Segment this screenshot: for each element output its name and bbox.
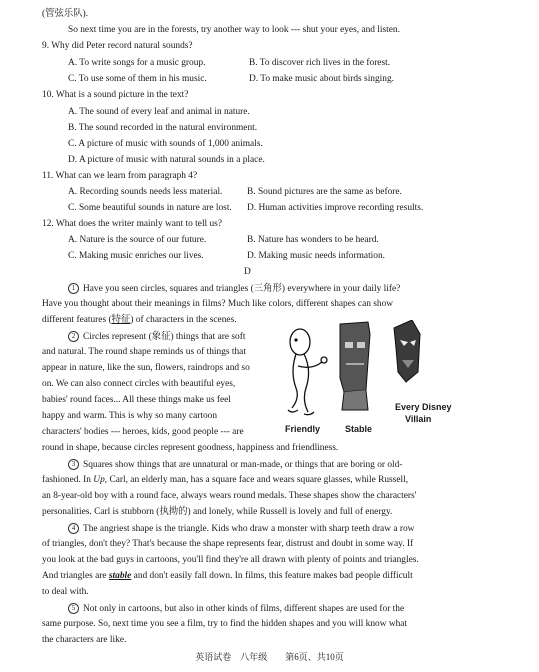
paragraph-1-line-3: different features (特征) of characters in the scenes. bbox=[42, 315, 237, 325]
paragraph-number: 3 bbox=[68, 459, 79, 470]
paragraph-5-line-2: same purpose. So, next time you see a film, try to find the hidden shapes and you will know what bbox=[42, 619, 408, 629]
paragraph-number: 2 bbox=[68, 331, 79, 342]
friendly-label: Friendly bbox=[285, 424, 321, 434]
paragraph-3-line-2: fashioned. In Up, Carl, an elderly man, has a square face and wears square glasses, while Russell, bbox=[42, 475, 409, 485]
paragraph-2-line-8: round in shape, because circles represent goodness, happiness and friendliness. bbox=[42, 443, 339, 453]
paragraph-2-line-1: 2 Circles represent (象征) things that are soft bbox=[68, 331, 245, 343]
question-9-stem: 9. Why did Peter record natural sounds? bbox=[42, 41, 193, 51]
paragraph-4-line-2: of triangles, don't they? That's because the shape represents fear, distrust and doubt in some way. If bbox=[42, 539, 414, 549]
q12-option-c: C. Making music enriches our lives. bbox=[68, 251, 204, 261]
paragraph-4-line-5: to deal with. bbox=[42, 587, 89, 597]
q10-option-a: A. The sound of every leaf and animal in nature. bbox=[68, 107, 250, 117]
paragraph-4-line-1: 4 The angriest shape is the triangle. Kids who draw a monster with sharp teeth draw a row bbox=[68, 523, 414, 535]
q10-option-d: D. A picture of music with natural sounds in a place. bbox=[68, 155, 265, 165]
q9-option-c: C. To use some of them in his music. bbox=[68, 74, 207, 84]
q10-option-c: C. A picture of music with sounds of 1,000 animals. bbox=[68, 139, 263, 149]
shape-characters-figure bbox=[282, 320, 462, 435]
q11-option-a: A. Recording sounds needs less material. bbox=[68, 187, 223, 197]
paragraph-number: 5 bbox=[68, 603, 79, 614]
q9-option-b: B. To discover rich lives in the forest. bbox=[249, 58, 391, 68]
question-10-stem: 10. What is a sound picture in the text? bbox=[42, 90, 189, 100]
q11-option-b: B. Sound pictures are the same as before. bbox=[247, 187, 402, 197]
section-label: D bbox=[244, 267, 251, 277]
paragraph-2-line-6: happy and warm. This is why so many cartoon bbox=[42, 411, 218, 421]
paragraph-2-line-2: and natural. The round shape reminds us of things that bbox=[42, 347, 246, 357]
q10-option-b: B. The sound recorded in the natural environment. bbox=[68, 123, 258, 133]
top-line-2: So next time you are in the forests, try another way to look --- shut your eyes, and listen. bbox=[68, 25, 400, 35]
stable-label: Stable bbox=[345, 424, 373, 434]
paragraph-5-line-1: 5 Not only in cartoons, but also in other kinds of films, different shapes are used for the bbox=[68, 603, 404, 615]
paragraph-3-line-4: personalities. Carl is stubborn (执拗的) and lonely, while Russell is lovely and full of energy. bbox=[42, 507, 393, 517]
villain-label-line-1: Every Disney bbox=[395, 402, 452, 412]
q12-option-a: A. Nature is the source of our future. bbox=[68, 235, 207, 245]
paragraph-2-line-5: babies' round faces... All these things make us feel bbox=[42, 395, 231, 405]
paragraph-number: 4 bbox=[68, 523, 79, 534]
villain-label-line-2: Villain bbox=[405, 414, 432, 424]
q9-option-a: A. To write songs for a music group. bbox=[68, 58, 206, 68]
paragraph-5-line-3: the characters are like. bbox=[42, 635, 127, 645]
villain-character-illustration bbox=[394, 320, 420, 382]
paragraph-2-line-3: appear in nature, like the sun, flowers, raindrops and so bbox=[42, 363, 250, 373]
paragraph-2-line-4: on. We can also connect circles with beautiful eyes, bbox=[42, 379, 236, 389]
question-12-stem: 12. What does the writer mainly want to tell us? bbox=[42, 219, 222, 229]
paragraph-1-line-2: Have you thought about their meanings in films? Much like colors, different shapes can show bbox=[42, 299, 394, 309]
paragraph-4-line-3: you look at the bad guys in cartoons, you'll find they're all drawn with plenty of points and triangles. bbox=[42, 555, 419, 565]
paragraph-1-line-1: 1 Have you seen circles, squares and triangles (三角形) everywhere in your daily life? bbox=[68, 283, 400, 295]
paragraph-3-line-3: an 8-year-old boy with a round face, always wears round medals. These shapes show the characters' bbox=[42, 491, 417, 501]
paragraph-number: 1 bbox=[68, 283, 79, 294]
question-11-stem: 11. What can we learn from paragraph 4? bbox=[42, 171, 198, 181]
paragraph-4-line-4: And triangles are stable and don't easily fall down. In films, this feature makes bad people difficult bbox=[42, 571, 413, 581]
paragraph-3-line-1: 3 Squares show things that are unnatural or man-made, or things that are boring or old- bbox=[68, 459, 402, 471]
top-line-1: (管弦乐队). bbox=[42, 9, 89, 19]
friendly-character-illustration bbox=[288, 329, 327, 415]
stable-character-illustration bbox=[340, 322, 370, 410]
paragraph-2-line-7: characters' bodies --- heroes, kids, good people --- are bbox=[42, 427, 244, 437]
q9-option-d: D. To make music about birds singing. bbox=[249, 74, 394, 84]
q12-option-d: D. Making music needs information. bbox=[247, 251, 385, 261]
page-footer: 英语试卷 八年级 第6页、共10页 bbox=[195, 652, 344, 662]
q12-option-b: B. Nature has wonders to be heard. bbox=[247, 235, 379, 245]
q11-option-c: C. Some beautiful sounds in nature are lost. bbox=[68, 203, 232, 213]
q11-option-d: D. Human activities improve recording results. bbox=[247, 203, 424, 213]
